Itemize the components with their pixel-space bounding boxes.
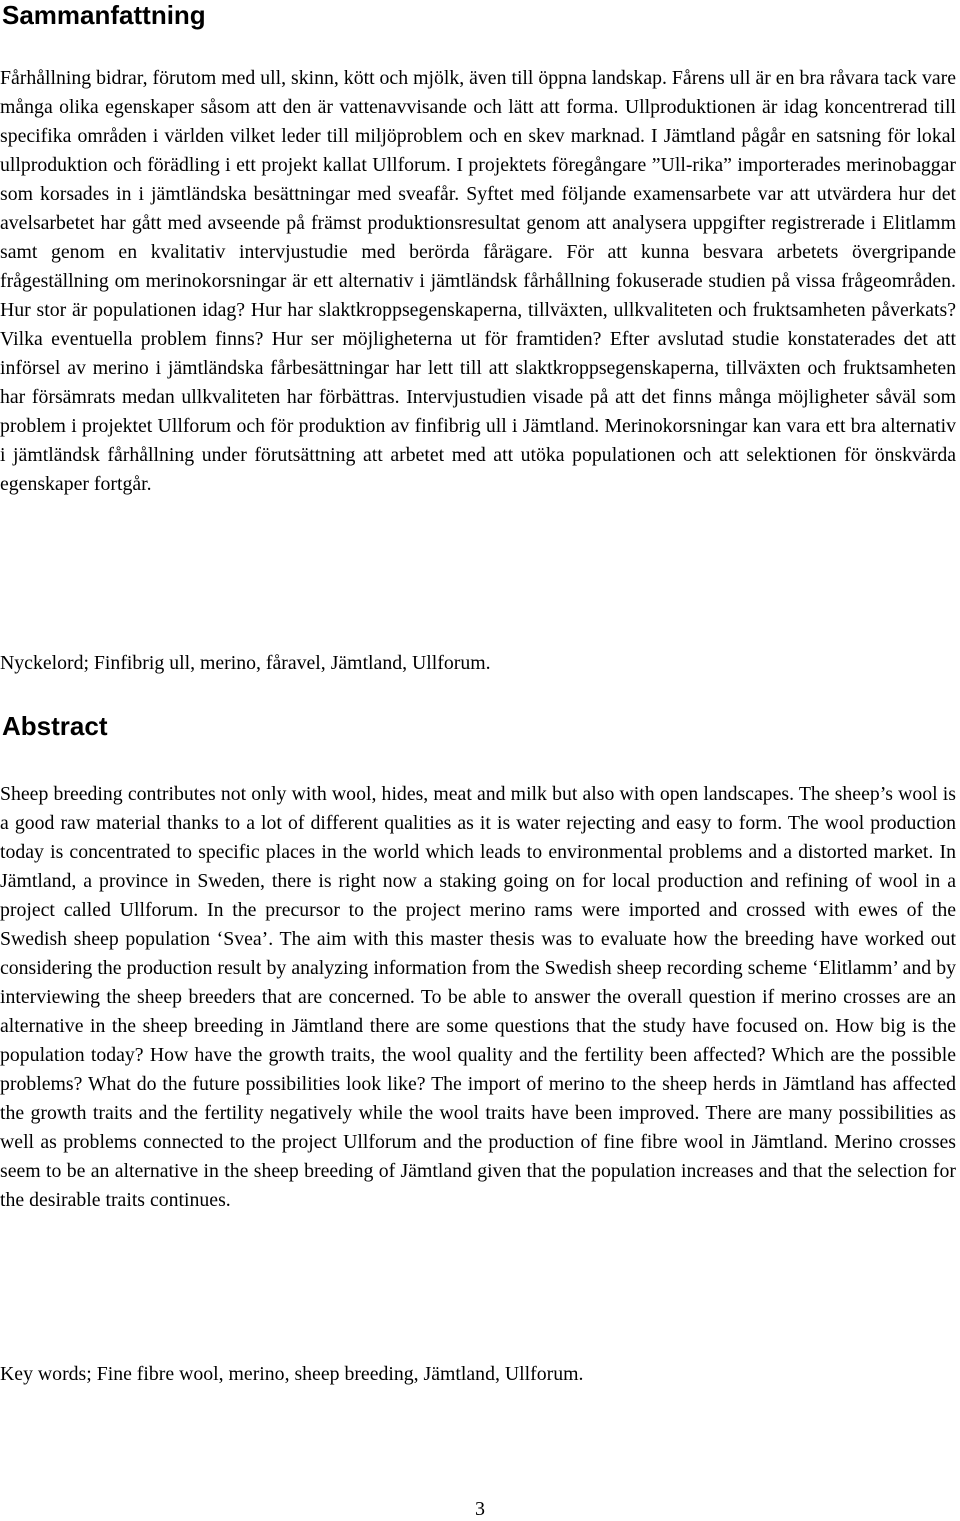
sammanfattning-heading: Sammanfattning [2, 0, 206, 30]
nyckelord-line: Nyckelord; Finfibrig ull, merino, fåravel, Jämtland, Ullforum. [0, 652, 491, 674]
page-number: 3 [475, 1498, 485, 1520]
abstract-heading: Abstract [2, 711, 108, 741]
sammanfattning-body: Fårhållning bidrar, förutom med ull, skinn, kött och mjölk, även till öppna landskap. Fårens ull är en bra råvara tack vare många olika egenskaper såsom att den är vattenavvisande och lätt att forma. Ullproduktionen är idag koncentrerad till specifika områden i världen vilket leder till miljöproblem och en skev marknad. I Jämtland pågår en satsning för lokal ullproduktion och förädling i ett projekt kallat Ullforum. I projektets föregångare ”Ull-rika” importerades merinobaggar som korsades in i jämtländska besättningar med sveafår. Syftet med följande examensarbete var att utvärdera hur det avelsarbetet har gått med avseende på främst produktionsresultat genom att analysera uppgifter registrerade i Elitlamm samt genom en kvalitativ intervjustudie med berörda fårägare. För att kunna besvara arbetets övergripande frågeställning om merinokorsningar är ett alternativ i jämtländsk fårhållning fokuserade studien på vissa frågeområden. Hur stor är populationen idag? Hur har slaktkroppsegenskaperna, tillväxten, ullkvaliteten och fruktsamheten påverkats? Vilka eventuella problem finns? Hur ser möjligheterna ut för framtiden? Efter avslutad studie konstaterades det att införsel av merino i jämtländska fårbesättningar har lett till att slaktkroppsegenskaperna, tillväxten och fruktsamheten har försämrats medan ullkvaliteten har förbättras. Intervjustudien visade på att det finns många möjligheter såväl som problem i projektet Ullforum och för produktion av finfibrig ull i Jämtland. Merinokorsningar kan vara ett bra alternativ i jämtländsk fårhållning under förutsättning att arbetet med att utöka populationen och att selektionen för önskvärda egenskaper fortgår. [0, 67, 956, 495]
abstract-body: Sheep breeding contributes not only with wool, hides, meat and milk but also with open landscapes. The sheep’s wool is a good raw material thanks to a lot of different qualities as it is water rejecting and easy to form. The wool production today is concentrated to specific places in the world which leads to environmental problems and a distorted market. In Jämtland, a province in Sweden, there is right now a staking going on for local production and refining of wool in a project called Ullforum. In the precursor to the project merino rams were imported and crossed with ewes of the Swedish sheep population ‘Svea’. The aim with this master thesis was to evaluate how the breeding have worked out considering the production result by analyzing information from the Swedish sheep recording scheme ‘Elitlamm’ and by interviewing the sheep breeders that are concerned. To be able to answer the overall question if merino crosses are an alternative in the sheep breeding in Jämtland there are some questions that the study have focused on. How big is the population today? How have the growth traits, the wool quality and the fertility been affected? Which are the possible problems? What do the future possibilities look like? The import of merino to the sheep herds in Jämtland has affected the growth traits and the fertility negatively while the wool traits have been improved. There are many possibilities as well as problems connected to the project Ullforum and the production of fine fibre wool in Jämtland. Merino crosses seem to be an alternative in the sheep breeding of Jämtland given that the population increases and that the selection for the desirable traits continues. [0, 783, 956, 1211]
key-words-line: Key words; Fine fibre wool, merino, sheep breeding, Jämtland, Ullforum. [0, 1363, 584, 1385]
